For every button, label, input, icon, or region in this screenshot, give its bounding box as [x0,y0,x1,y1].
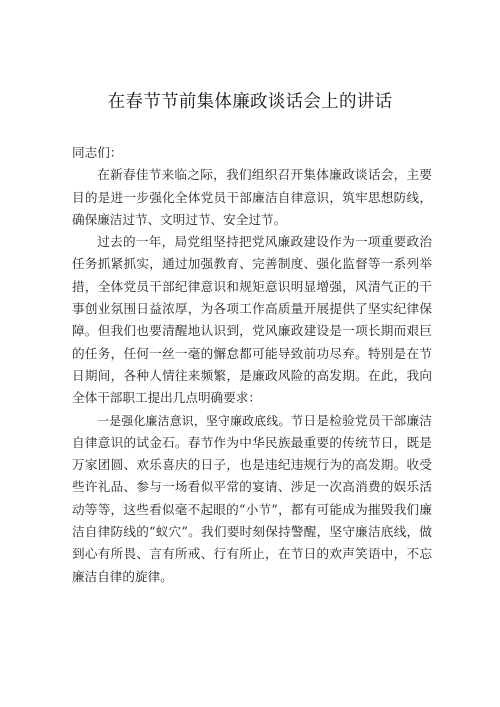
document-body [72,142,432,588]
greeting: 同志们： [72,145,123,160]
document-title: 在春节节前集体廉政谈话会上的讲话 [107,92,393,112]
point-1-text: 节日是检验党员干部廉洁自律意识的试金石。春节作为中华民族最重要的传统节日，既是万家团圆、欢乐喜庆的日子，也是违纪违规行为的高发期。收受些许礼品、参与一场看似平常的宴请、涉足一次高消费的娱乐活动等等，这些看似毫不起眼的“小节”，都有可能成为摧毁我们廉洁自律防线的“蚁穴”。我们要时刻保持警醒，坚守廉洁底线，做到心有所畏、言有所戒、行有所止，在节日的欢声笑语中，不忘廉洁自律的旋律。 [72,412,432,584]
paragraph-review: 过去的一年，局党组坚持把党风廉政建设作为一项重要政治任务抓紧抓实，通过加强教育、完善制度、强化监督等一系列举措，全体党员干部纪律意识和规矩意识明显增强，风清气正的干事创业氛围日益浓厚，为各项工作高质量开展提供了坚实纪律保障。但我们也要清醒地认识到，党风廉政建设是一项长期而艰巨的任务，任何一丝一毫的懈怠都可能导致前功尽弃。特别是在节日期间，各种人情往来频繁，是廉政风险的高发期。在此，我向全体干部职工提出几点明确要求： [72,234,432,406]
paragraph-intro: 在新春佳节来临之际，我们组织召开集体廉政谈话会，主要目的是进一步强化全体党员干部廉洁自律意识，筑牢思想防线，确保廉洁过节、文明过节、安全过节。 [72,167,432,227]
point-1-heading: 一是强化廉洁意识，坚守廉政底线。 [97,413,291,428]
paragraph-point-1 [72,410,432,588]
